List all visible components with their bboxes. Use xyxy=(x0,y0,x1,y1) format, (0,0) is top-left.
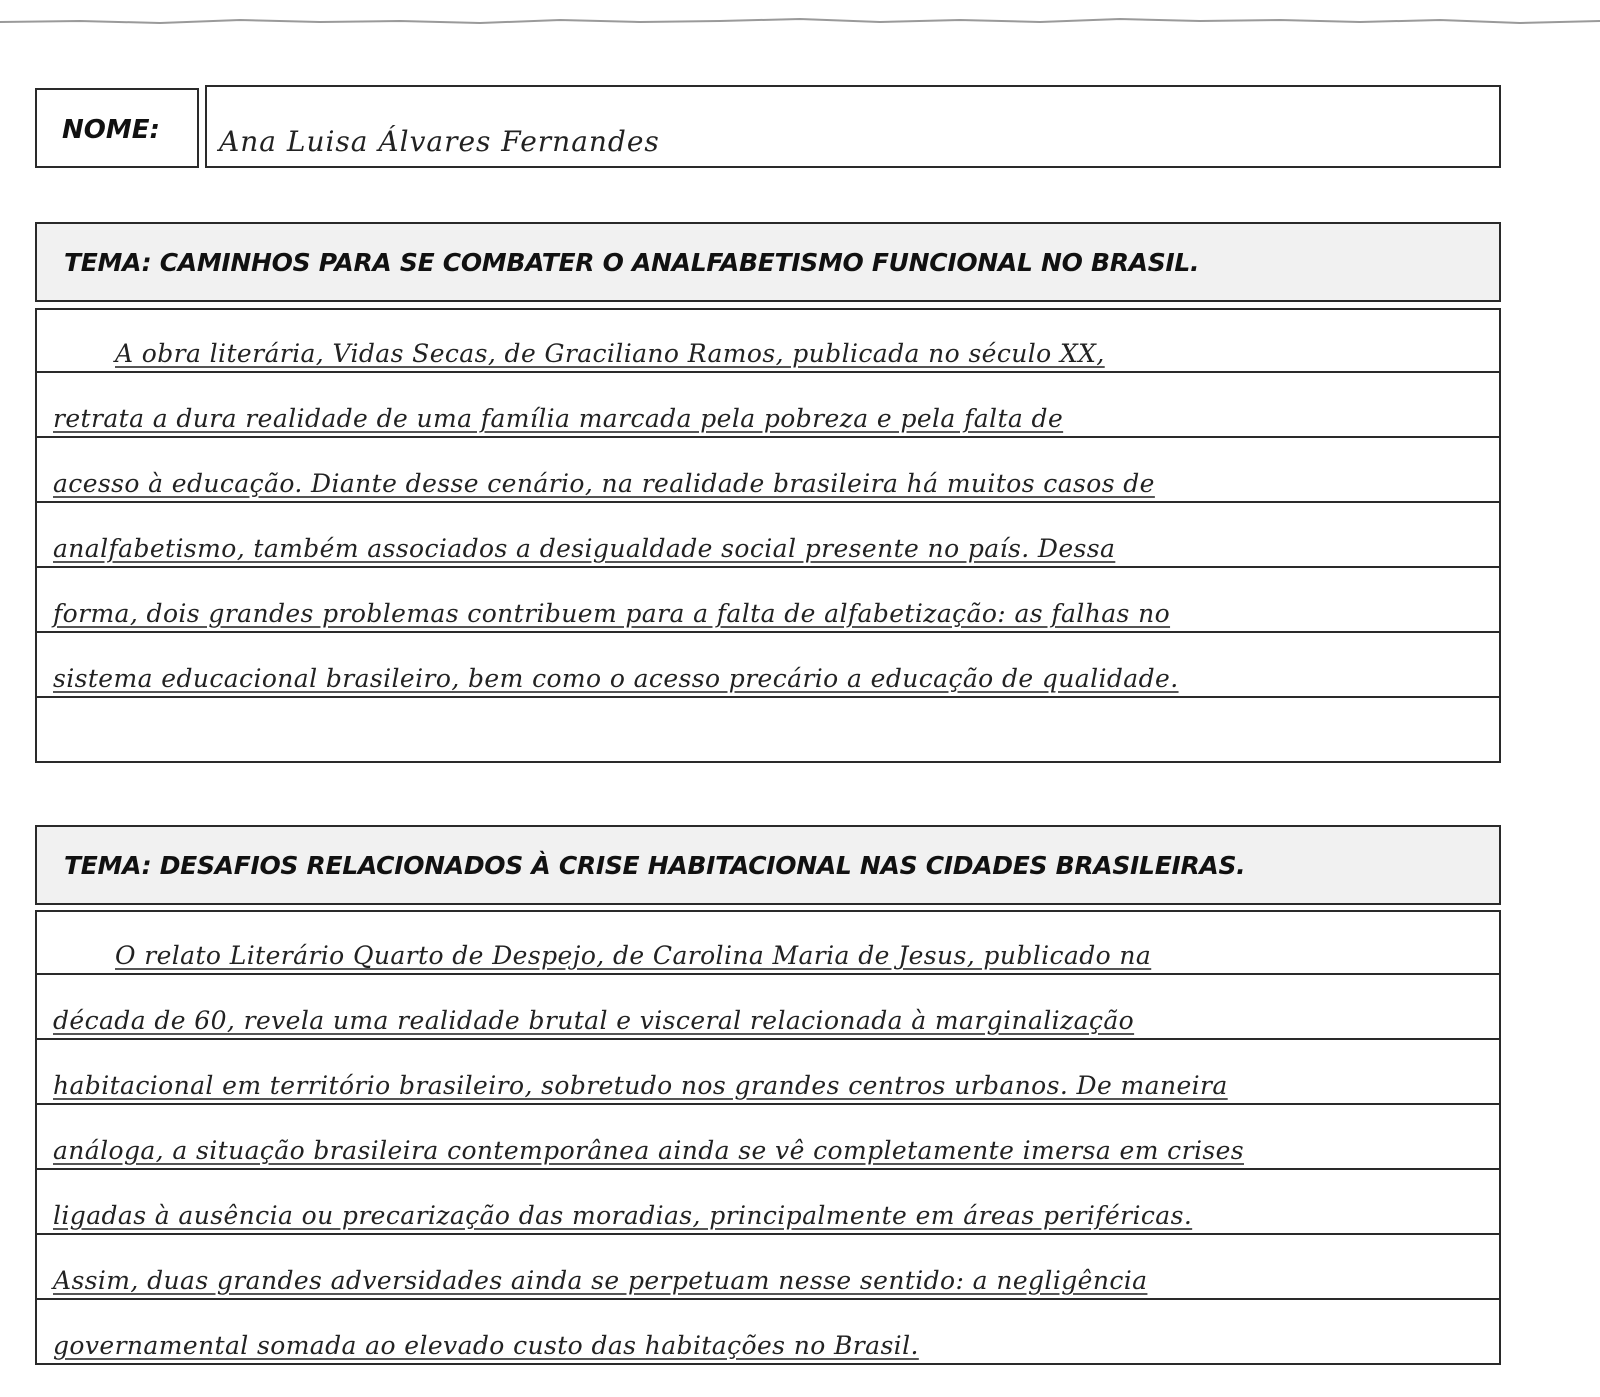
essay-lines-2 xyxy=(35,910,1501,1365)
essay-line-text: forma, dois grandes problemas contribuem para a falta de alfabetização: as falhas no xyxy=(53,599,1171,628)
essay-line[interactable] xyxy=(35,1235,1501,1300)
name-label-box xyxy=(35,88,199,168)
name-label: NOME: xyxy=(62,115,160,145)
essay-line[interactable] xyxy=(35,910,1501,975)
essay-lines-1 xyxy=(35,308,1501,763)
essay-line-text: retrata a dura realidade de uma família marcada pela pobreza e pela falta de xyxy=(53,404,1064,433)
torn-paper-edge xyxy=(0,0,1600,40)
essay-line[interactable] xyxy=(35,1300,1501,1365)
essay-line-text: A obra literária, Vidas Secas, de Graciliano Ramos, publicada no século XX, xyxy=(115,339,1105,368)
essay-line-text: O relato Literário Quarto de Despejo, de Carolina Maria de Jesus, publicado na xyxy=(115,941,1152,970)
essay-line-text: governamental somada ao elevado custo das habitações no Brasil. xyxy=(53,1331,919,1360)
essay-line[interactable] xyxy=(35,975,1501,1040)
essay-line-text: acesso à educação. Diante desse cenário, na realidade brasileira há muitos casos de xyxy=(53,469,1155,498)
essay-line[interactable] xyxy=(35,1170,1501,1235)
essay-line[interactable] xyxy=(35,1040,1501,1105)
essay-line[interactable] xyxy=(35,698,1501,763)
essay-line[interactable] xyxy=(35,568,1501,633)
essay-line[interactable] xyxy=(35,373,1501,438)
tema-title-2: TEMA: DESAFIOS RELACIONADOS À CRISE HABITACIONAL NAS CIDADES BRASILEIRAS. xyxy=(64,851,1246,880)
essay-line[interactable] xyxy=(35,1105,1501,1170)
name-field[interactable] xyxy=(205,85,1501,168)
essay-line-text: analfabetismo, também associados a desigualdade social presente no país. Dessa xyxy=(53,534,1116,563)
essay-line-text: Assim, duas grandes adversidades ainda se perpetuam nesse sentido: a negligência xyxy=(53,1266,1148,1295)
essay-line-text: década de 60, revela uma realidade brutal e visceral relacionada à marginalização xyxy=(53,1006,1135,1035)
essay-line-text: ligadas à ausência ou precarização das moradias, principalmente em áreas periféricas. xyxy=(53,1201,1193,1230)
tema-header-1 xyxy=(35,222,1501,302)
essay-line-text: sistema educacional brasileiro, bem como o acesso precário a educação de qualidade. xyxy=(53,664,1179,693)
tema-title-1: TEMA: CAMINHOS PARA SE COMBATER O ANALFABETISMO FUNCIONAL NO BRASIL. xyxy=(64,248,1200,277)
essay-line-text: habitacional em território brasileiro, sobretudo nos grandes centros urbanos. De maneira xyxy=(53,1071,1228,1100)
essay-line-text: análoga, a situação brasileira contemporânea ainda se vê completamente imersa em crises xyxy=(53,1136,1244,1165)
essay-line[interactable] xyxy=(35,633,1501,698)
essay-line[interactable] xyxy=(35,438,1501,503)
tema-header-2 xyxy=(35,825,1501,905)
name-value-handwritten: Ana Luisa Álvares Fernandes xyxy=(219,125,660,158)
essay-line[interactable] xyxy=(35,308,1501,373)
essay-line[interactable] xyxy=(35,503,1501,568)
